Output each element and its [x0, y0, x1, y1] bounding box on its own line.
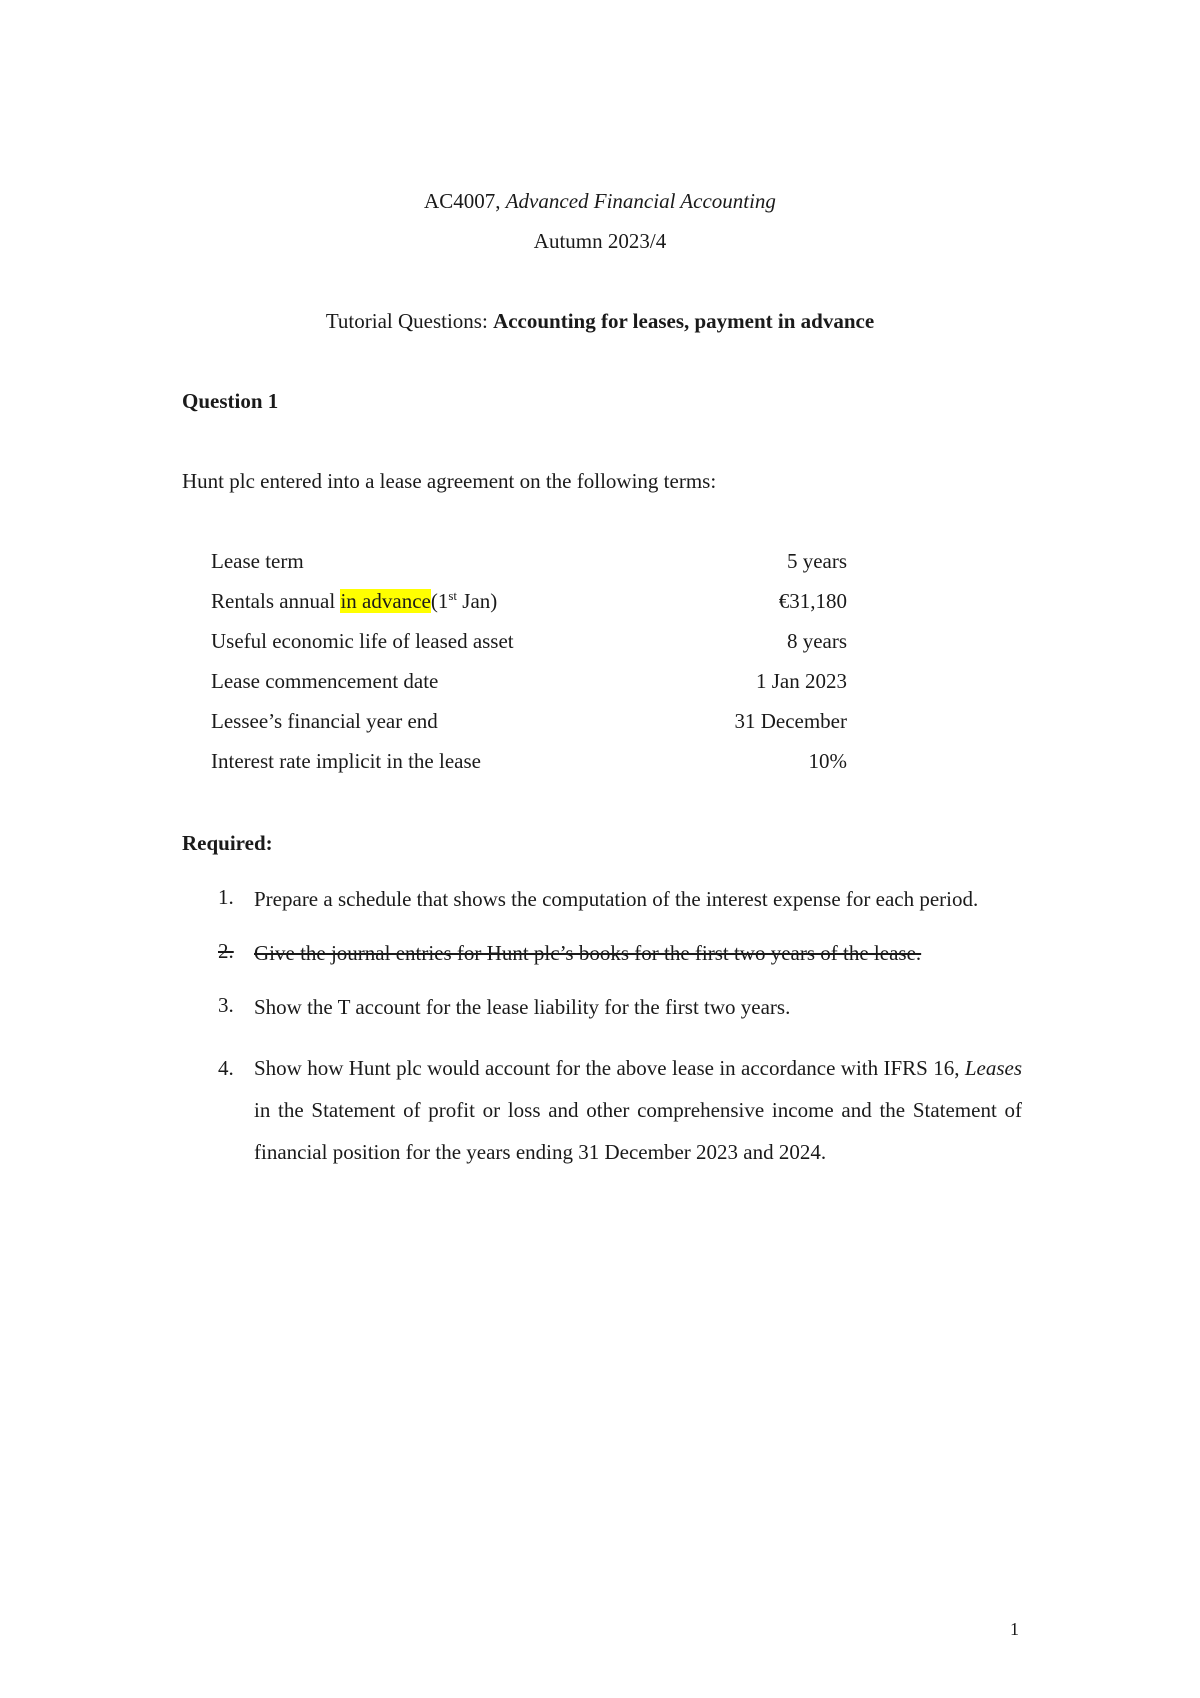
required-list: [182, 885, 1022, 1199]
ordinal-suffix: st: [448, 588, 458, 603]
term-label: Useful economic life of leased asset: [211, 629, 514, 653]
required-item: [182, 993, 1022, 1021]
term-label: Lessee’s financial year end: [211, 709, 438, 733]
item-number: 4.: [218, 1056, 234, 1080]
tutorial-topic: Accounting for leases, payment in advance: [493, 309, 875, 333]
term-row: [211, 668, 847, 708]
term-value: 8 years: [786, 629, 847, 653]
item-number: 1.: [218, 885, 234, 909]
tutorial-prefix: Tutorial Questions:: [325, 309, 494, 333]
question-intro: Hunt plc entered into a lease agreement on the following terms:: [182, 469, 717, 493]
item-text: [254, 1047, 1022, 1173]
term-row: [211, 628, 847, 668]
term-label-text: Jan): [457, 589, 498, 613]
course-title-line: [0, 188, 1200, 214]
term-label: Lease commencement date: [211, 669, 439, 693]
term-value: 5 years: [786, 549, 847, 573]
item-number: 2.: [218, 939, 234, 963]
term-label: Interest rate implicit in the lease: [211, 749, 481, 773]
page-number: 1: [1010, 1619, 1019, 1639]
term-value: 1 Jan 2023: [756, 669, 847, 693]
course-code: AC4007,: [424, 189, 506, 213]
required-item: [182, 885, 1022, 913]
term-label: Lease term: [211, 549, 304, 573]
term-value: 10%: [808, 749, 847, 773]
item-text-part: Show how Hunt plc would account for the above lease in accordance with IFRS 16,: [254, 1056, 965, 1080]
term-row: [211, 748, 847, 788]
term-label-text: (1: [430, 589, 449, 613]
tutorial-title: [0, 308, 1200, 334]
required-item-struck: [182, 939, 1022, 967]
term-row: [211, 548, 847, 588]
course-name: Advanced Financial Accounting: [505, 189, 776, 213]
item-number: 3.: [218, 993, 234, 1017]
term-label-text: Rentals annual: [211, 589, 341, 613]
lease-terms-table: [211, 548, 847, 788]
term-value: €31,180: [778, 589, 847, 613]
required-item: [182, 1047, 1022, 1173]
item-text-italic: Leases: [964, 1056, 1022, 1080]
item-text: Show the T account for the lease liability for the first two years.: [254, 995, 791, 1019]
item-text: Prepare a schedule that shows the computation of the interest expense for each period.: [254, 887, 979, 911]
term-row: [211, 708, 847, 748]
highlighted-text: in advance: [340, 589, 431, 613]
item-text-part: in the Statement of profit or loss and other comprehensive income and the Statement of financial position for the years ending 31 December 2023 and 2024.: [254, 1098, 1022, 1164]
term-label: [211, 588, 497, 628]
question-heading: Question 1: [182, 389, 279, 413]
term-value: 31 December: [734, 709, 847, 733]
term-line: Autumn 2023/4: [533, 229, 667, 253]
required-heading: Required:: [182, 831, 273, 855]
term-row: [211, 588, 847, 628]
item-text: Give the journal entries for Hunt plc’s books for the first two years of the lease.: [254, 941, 922, 965]
